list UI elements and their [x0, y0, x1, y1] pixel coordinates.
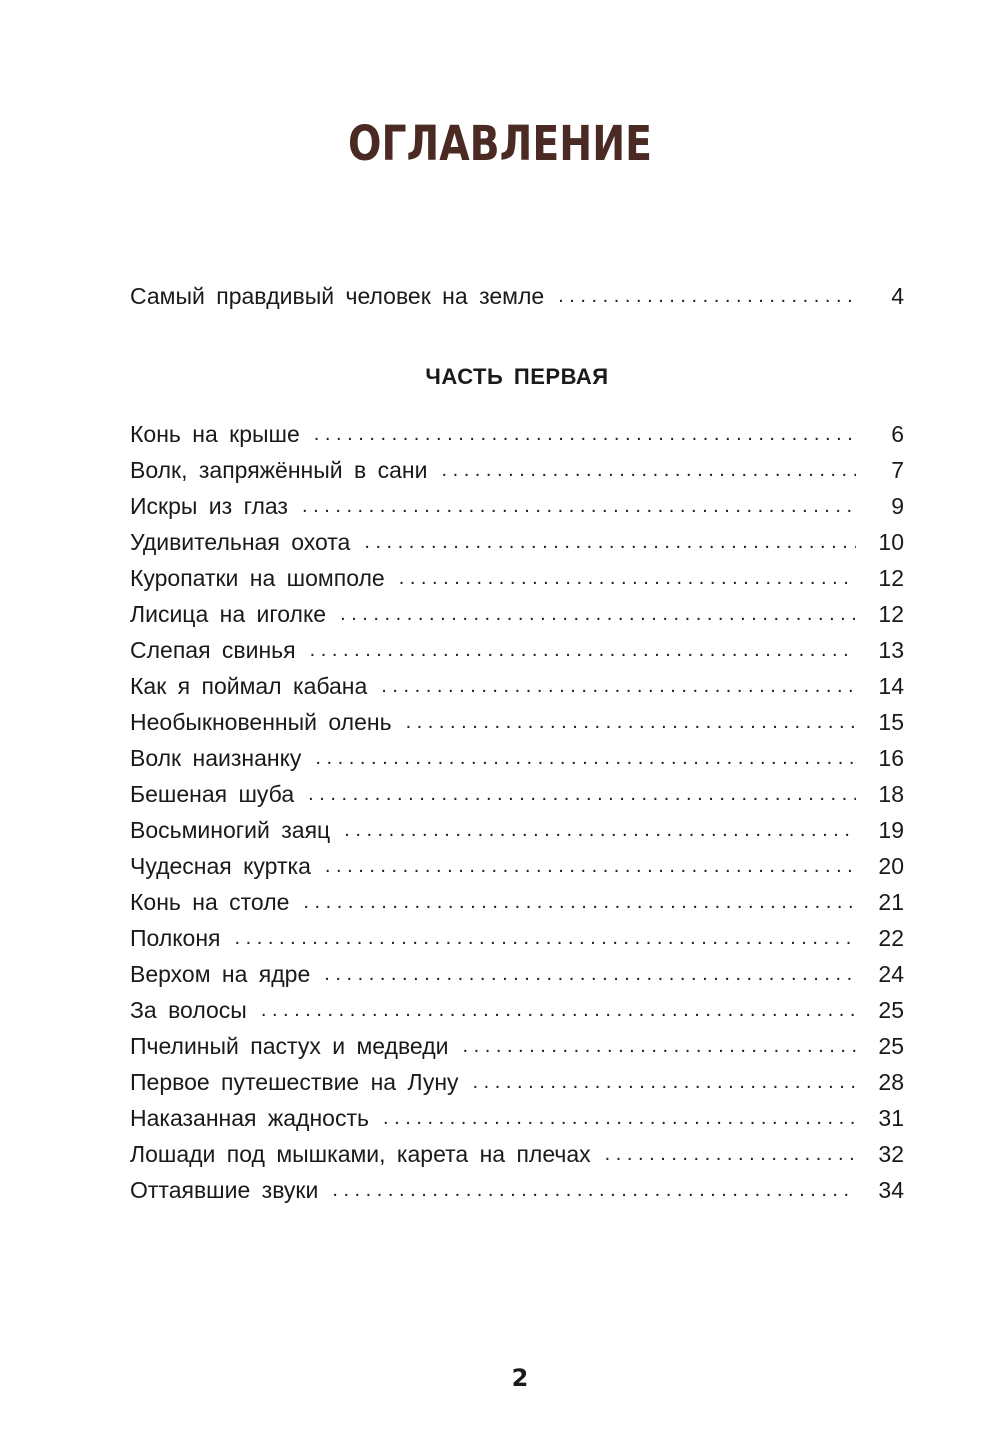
toc-entry-page: 9 [891, 493, 904, 519]
toc-entry[interactable] [130, 1172, 904, 1204]
toc-dot-leader [332, 1176, 856, 1204]
toc-entry-title: Бешеная шуба [130, 781, 295, 807]
toc-entry[interactable] [130, 1028, 904, 1060]
toc-dot-leader [261, 996, 856, 1024]
toc-entry-page: 34 [878, 1177, 904, 1203]
toc-dot-leader [381, 672, 856, 700]
toc-entry[interactable] [130, 452, 904, 484]
toc-entry-title: Лошади под мышками, карета на плечах [130, 1141, 591, 1167]
toc-dot-leader [383, 1104, 856, 1132]
toc-entry[interactable] [130, 920, 904, 952]
toc-entry-page: 15 [878, 709, 904, 735]
toc-dot-leader [303, 888, 856, 916]
toc-dot-leader [399, 564, 856, 592]
toc-entry-title: Куропатки на шомполе [130, 565, 385, 591]
toc-entry[interactable] [130, 488, 904, 520]
toc-entry-page: 31 [878, 1105, 904, 1131]
toc-entry-title: Наказанная жадность [130, 1105, 369, 1131]
toc-entry-page: 25 [878, 997, 904, 1023]
toc-entry-page: 21 [878, 889, 904, 915]
toc-entry-title: Первое путешествие на Луну [130, 1069, 459, 1095]
toc-entry-page: 6 [891, 421, 904, 447]
toc-entry[interactable] [130, 704, 904, 736]
toc-entry-title: Оттаявшие звуки [130, 1177, 319, 1203]
toc-entry-page: 18 [878, 781, 904, 807]
toc-entry-page: 19 [878, 817, 904, 843]
toc-entry-page: 24 [878, 961, 904, 987]
part-heading: ЧАСТЬ ПЕРВАЯ [425, 364, 609, 389]
toc-entry-page: 25 [878, 1033, 904, 1059]
toc-entry[interactable] [130, 1136, 904, 1168]
toc-dot-leader [315, 744, 856, 772]
toc-entry-page: 16 [878, 745, 904, 771]
toc-dot-leader [324, 960, 856, 988]
toc-entry-title: Верхом на ядре [130, 961, 311, 987]
toc-dot-leader [441, 456, 856, 484]
toc-entry-title: Как я поймал кабана [130, 673, 368, 699]
toc-entry-title: Пчелиный пастух и медведи [130, 1033, 449, 1059]
toc-dot-leader [235, 924, 856, 952]
toc-dot-leader [302, 492, 856, 520]
page-title: ОГЛАВЛЕНИЕ [347, 116, 653, 172]
toc-entry[interactable] [130, 632, 904, 664]
toc-dot-leader [605, 1140, 856, 1168]
toc-entry[interactable] [130, 524, 904, 556]
toc-entry-title: Искры из глаз [130, 493, 288, 519]
toc-entry-title: Полконя [130, 925, 221, 951]
toc-entry-page: 32 [878, 1141, 904, 1167]
toc-dot-leader [364, 528, 856, 556]
toc-dot-leader [462, 1032, 856, 1060]
toc-entry-title: Восьминогий заяц [130, 817, 331, 843]
toc-entry[interactable] [130, 992, 904, 1024]
toc-entry-title: Волк наизнанку [130, 745, 302, 771]
toc-entry-page: 13 [878, 637, 904, 663]
toc-entry[interactable] [130, 956, 904, 988]
toc-entry[interactable] [130, 416, 904, 448]
toc-dot-leader [325, 852, 856, 880]
toc-entry[interactable] [130, 884, 904, 916]
toc-entry-page: 20 [878, 853, 904, 879]
toc-entry-page: 22 [878, 925, 904, 951]
toc-dot-leader [310, 636, 856, 664]
toc-entry-intro[interactable] [130, 278, 904, 310]
toc-entry[interactable] [130, 848, 904, 880]
toc-entry-title: Необыкновенный олень [130, 709, 392, 735]
toc-dot-leader [344, 816, 856, 844]
toc-entry-title: Лисица на иголке [130, 601, 327, 627]
toc-entry-title: Чудесная куртка [130, 853, 311, 879]
toc-entry[interactable] [130, 1064, 904, 1096]
toc-entry[interactable] [130, 1100, 904, 1132]
toc-dot-leader [308, 780, 856, 808]
toc-entry-title: Удивительная охота [130, 529, 351, 555]
toc-entry-page: 12 [878, 565, 904, 591]
toc-entry-page: 28 [878, 1069, 904, 1095]
toc-dot-leader [473, 1068, 856, 1096]
toc-entry-page: 14 [878, 673, 904, 699]
toc-entry[interactable] [130, 776, 904, 808]
toc-entry[interactable] [130, 560, 904, 592]
toc-dot-leader [314, 420, 856, 448]
toc-entry-title: За волосы [130, 997, 247, 1023]
toc-dot-leader [340, 600, 856, 628]
toc-dot-leader [558, 282, 856, 310]
toc-entry-page: 4 [891, 283, 904, 309]
toc-entry-page: 12 [878, 601, 904, 627]
toc-dot-leader [406, 708, 856, 736]
page-number: 2 [511, 1364, 529, 1392]
toc-entry-title: Конь на крыше [130, 421, 300, 447]
toc-entry[interactable] [130, 596, 904, 628]
toc-entry[interactable] [130, 740, 904, 772]
toc-entry-title: Конь на столе [130, 889, 290, 915]
toc-entry-title: Волк, запряжённый в сани [130, 457, 428, 483]
toc-entry[interactable] [130, 668, 904, 700]
toc-entry-title: Слепая свинья [130, 637, 296, 663]
toc-entry-page: 7 [891, 457, 904, 483]
toc-entry-page: 10 [878, 529, 904, 555]
toc-entry[interactable] [130, 812, 904, 844]
toc-entry-title: Самый правдивый человек на земле [130, 283, 545, 309]
